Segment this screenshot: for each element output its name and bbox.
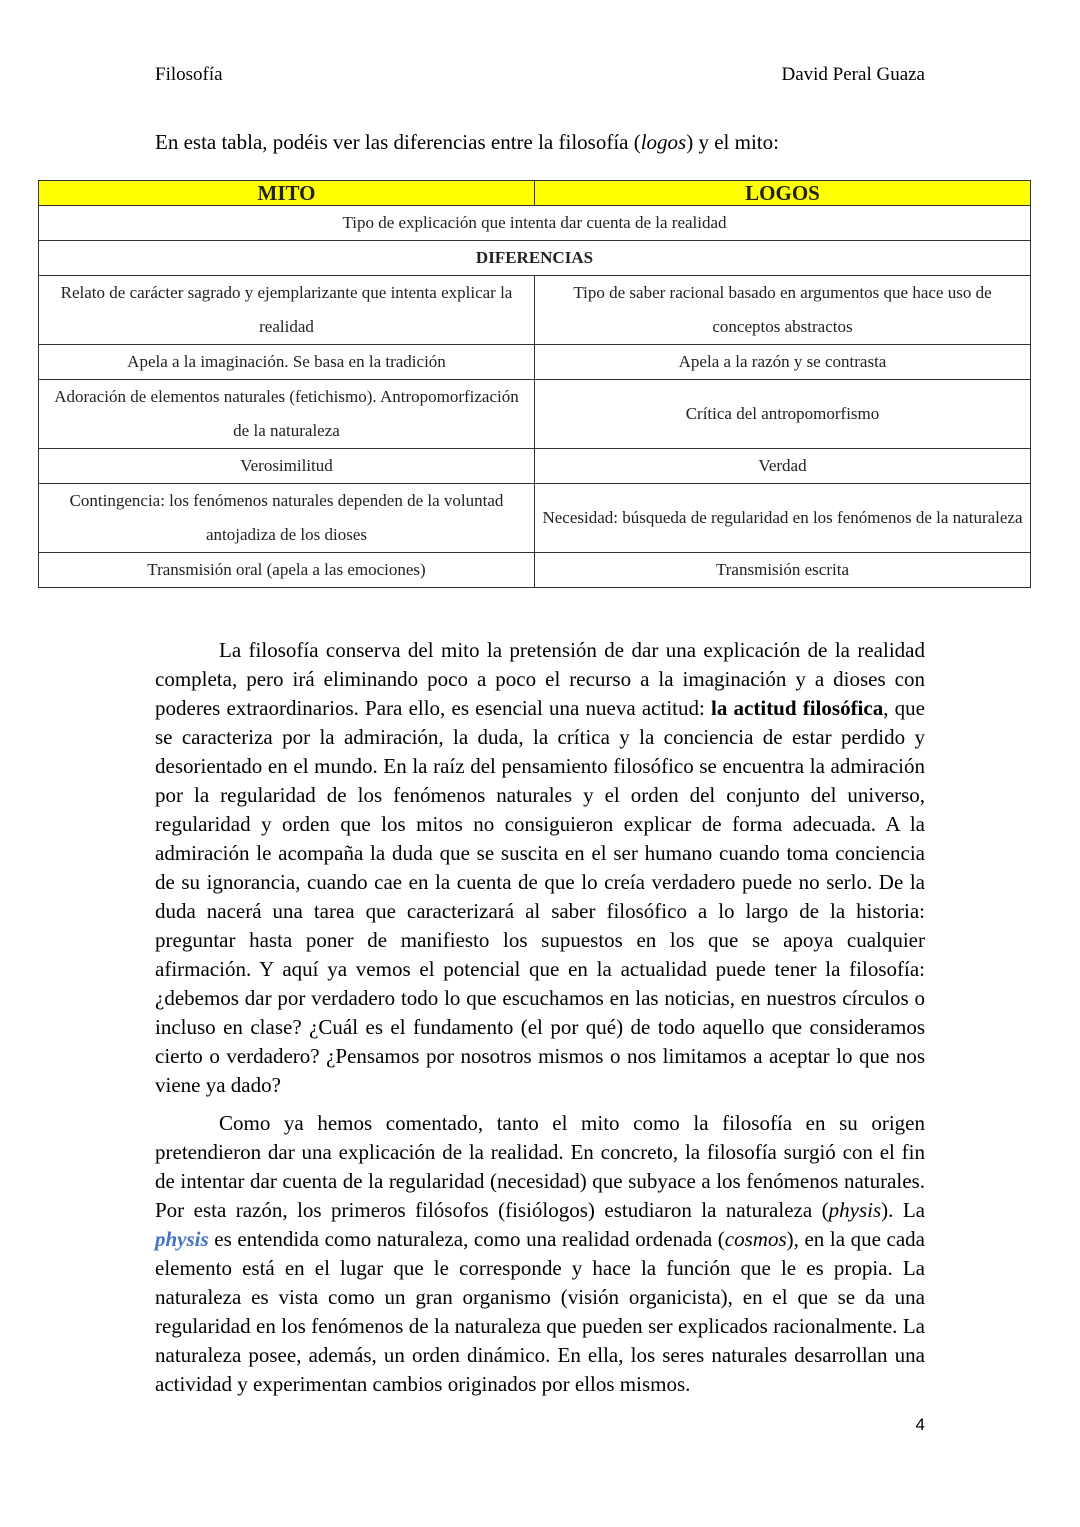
paragraph2-part2: ). La bbox=[881, 1198, 925, 1222]
page-header bbox=[155, 62, 925, 88]
logos-cell: Tipo de saber racional basado en argumentos que hace uso de conceptos abstractos bbox=[535, 276, 1031, 345]
table-diff-header-row bbox=[39, 241, 1031, 276]
paragraph1-part1: La filosofía conserva del mito la pretensión de dar una explicación de la realidad completa, pero irá eliminando poco a poco el recurso a la imaginación y a dioses con poderes extraordinarios. Para ello, es esencial una nueva actitud: bbox=[155, 638, 925, 720]
logos-cell: Verdad bbox=[535, 449, 1031, 484]
table-shared-row bbox=[39, 206, 1031, 241]
column-header-logos: LOGOS bbox=[535, 181, 1031, 206]
italic-term-cosmos: cosmos bbox=[724, 1227, 787, 1251]
mito-cell: Verosimilitud bbox=[39, 449, 535, 484]
shared-definition-cell: Tipo de explicación que intenta dar cuenta de la realidad bbox=[39, 206, 1031, 241]
highlighted-term-physis: physis bbox=[155, 1227, 209, 1251]
paragraph2-part3: es entendida como naturaleza, como una realidad ordenada ( bbox=[208, 1227, 725, 1251]
table-row bbox=[39, 380, 1031, 449]
bold-term-philosophical-attitude: la actitud filosófica bbox=[711, 696, 884, 720]
body-text bbox=[155, 636, 925, 1408]
logos-cell: Transmisión escrita bbox=[535, 553, 1031, 588]
italic-term-physis: physis bbox=[828, 1198, 882, 1222]
logos-cell: Necesidad: búsqueda de regularidad en los fenómenos de la naturaleza bbox=[535, 484, 1031, 553]
comparison-table bbox=[38, 180, 1031, 588]
intro-text-before: En esta tabla, podéis ver las diferencias entre la filosofía ( bbox=[155, 130, 641, 154]
paragraph2-part4: ), en la que cada elemento está en el lugar que le corresponde y hace la función que le es propia. La naturaleza es vista como un gran organismo (visión organicista), en el que se da una regularidad en los fenómenos de la naturaleza que pueden ser explicados racionalmente. La naturaleza posee, además, un orden dinámico. En ella, los seres naturales desarrollan una actividad y experimentan cambios originados por ellos mismos. bbox=[155, 1227, 925, 1396]
mito-cell: Relato de carácter sagrado y ejemplarizante que intenta explicar la realidad bbox=[39, 276, 535, 345]
column-header-mito: MITO bbox=[39, 181, 535, 206]
table-row bbox=[39, 553, 1031, 588]
table-row bbox=[39, 449, 1031, 484]
paragraph-physis bbox=[155, 1109, 925, 1399]
mito-cell: Apela a la imaginación. Se basa en la tradición bbox=[39, 345, 535, 380]
header-subject: Filosofía bbox=[155, 64, 223, 85]
mito-cell: Transmisión oral (apela a las emociones) bbox=[39, 553, 535, 588]
logos-cell: Crítica del antropomorfismo bbox=[535, 380, 1031, 449]
header-author: David Peral Guaza bbox=[781, 64, 925, 85]
intro-italic-term: logos bbox=[640, 130, 687, 154]
table-row bbox=[39, 484, 1031, 553]
paragraph1-part2: , que se caracteriza por la admiración, la duda, la crítica y la conciencia de estar perdido y desorientado en el mundo. En la raíz del pensamiento filosófico se encuentra la admiración por la regularidad de los fenómenos naturales y el orden del conjunto del universo, regularidad y orden que los mitos no consiguieron explicar de forma adecuada. A la admiración le acompaña la duda que se suscita en el ser humano cuando toma conciencia de su ignorancia, cuando cae en la cuenta de que lo creía verdadero puede no serlo. De la duda nacerá una tarea que caracterizará al saber filosófico a lo largo de la historia: preguntar hasta poner de manifiesto los supuestos en los que se apoya cualquier afirmación. Y aquí ya vemos el potencial que en la actualidad puede tener la filosofía: ¿debemos dar por verdadero todo lo que escuchamos en las noticias, en nuestros círculos o incluso en clase? ¿Cuál es el fundamento (el por qué) de todo aquello que consideramos cierto o verdadero? ¿Pensamos por nosotros mismos o nos limitamos a aceptar lo que nos viene ya dado? bbox=[155, 696, 925, 1097]
differences-header-cell: DIFERENCIAS bbox=[39, 241, 1031, 276]
table-header-row bbox=[39, 181, 1031, 206]
mito-cell: Contingencia: los fenómenos naturales dependen de la voluntad antojadiza de los dioses bbox=[39, 484, 535, 553]
paragraph-philosophical-attitude bbox=[155, 636, 925, 1100]
paragraph2-part1: Como ya hemos comentado, tanto el mito como la filosofía en su origen pretendieron dar una explicación de la realidad. En concreto, la filosofía surgió con el fin de intentar dar cuenta de la regularidad (necesidad) que subyace a los fenómenos naturales. Por esta razón, los primeros filósofos (fisiólogos) estudiaron la naturaleza ( bbox=[155, 1111, 925, 1222]
table-row bbox=[39, 345, 1031, 380]
page-number: 4 bbox=[915, 1415, 925, 1434]
intro-text-after: ) y el mito: bbox=[686, 130, 779, 154]
table-row bbox=[39, 276, 1031, 345]
logos-cell: Apela a la razón y se contrasta bbox=[535, 345, 1031, 380]
intro-sentence bbox=[155, 127, 930, 157]
mito-cell: Adoración de elementos naturales (fetichismo). Antropomorfización de la naturaleza bbox=[39, 380, 535, 449]
